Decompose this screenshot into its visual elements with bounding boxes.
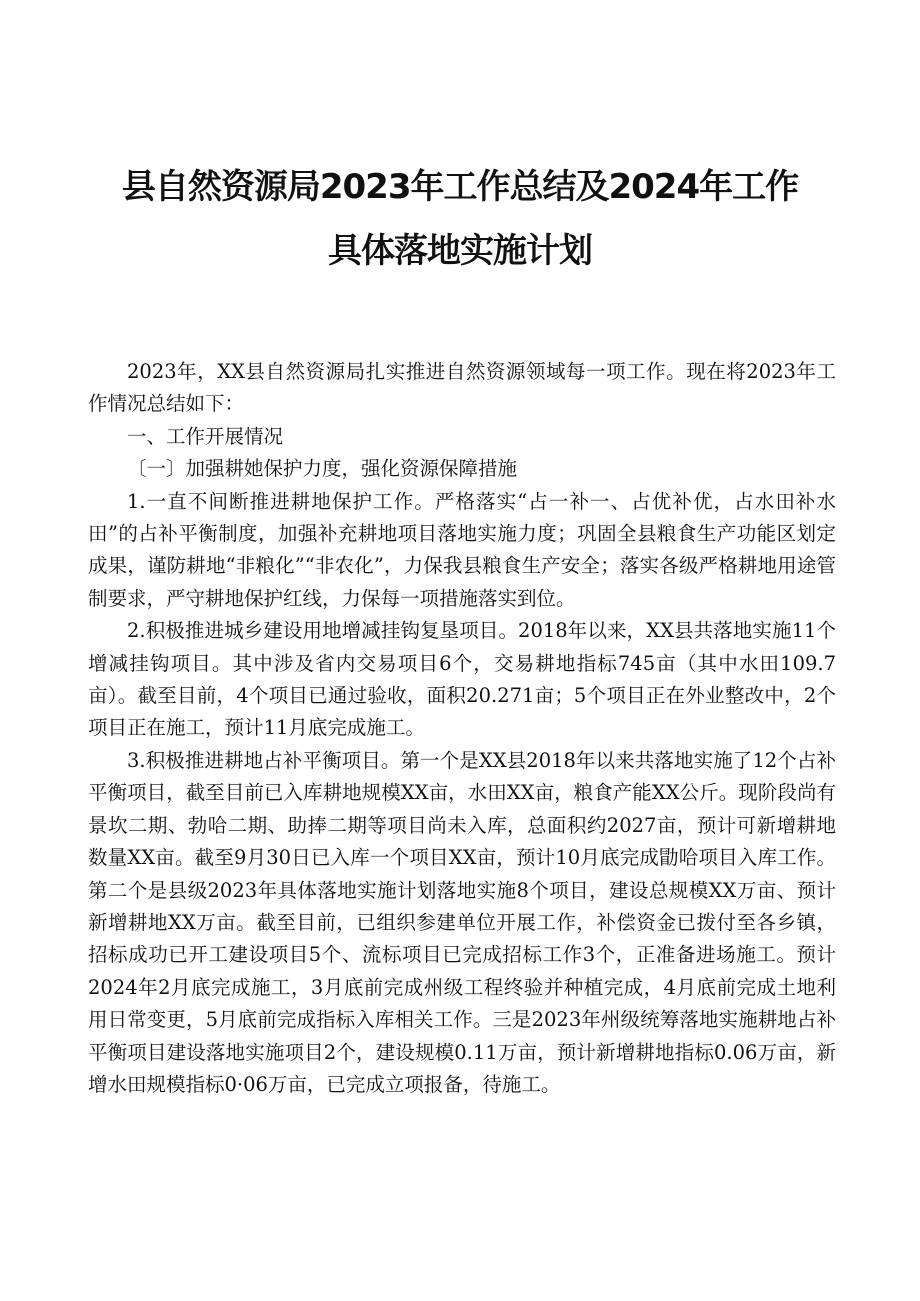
section-heading: 一、工作开展情况: [127, 424, 284, 448]
document-title-line-2: 具体落地实施计划: [328, 231, 592, 271]
body-paragraph-2: 2.积极推进城乡建设用地增减挂钩复垦项目。2018年以来，XX县共落地实施11个增减挂钩项目。其中涉及省内交易项目6个，交易耕地指标745亩（其中水田109.7亩）。截至目前，4个项目已通过验收，面积20.271亩；5个项目正在外业整改中，2个项目正在施工，预计11月底完成施工。: [88, 619, 836, 740]
intro-paragraph: 2023年，XX县自然资源局扎实推进自然资源领域每一项工作。现在将2023年工作情况总结如下：: [88, 360, 836, 416]
body-paragraph-1: 1.一直不间断推进耕地保护工作。严格落实“占一补一、占优补优，占水田补水田”的占补平衡制度，加强补充耕地项目落地实施力度；巩固全县粮食生产功能区划定成果，谨防耕地“非粮化”“非农化”，力保我县粮食生产安全；落实各级严格耕地用途管制要求，严守耕地保护红线，力保每一项措施落实到位。: [88, 489, 836, 610]
body-paragraph-3: 3.积极推进耕地占补平衡项目。第一个是XX县2018年以来共落地实施了12个占补平衡项目，截至目前已入库耕地规模XX亩，水田XX亩，粮食产能XX公斤。现阶段尚有景坎二期、勃哈二期、助捧二期等项目尚未入库，总面积约2027亩，预计可新增耕地数量XX亩。截至9月30日已入库一个项目XX亩，预计10月底完成勖哈项目入库工作。第二个是县级2023年具体落地实施计划落地实施8个项目，建设总规模XX万亩、预计新增耕地XX万亩。截至目前，已组织参建单位开展工作，补偿资金已拨付至各乡镇，招标成功已开工建设项目5个、流标项目已完成招标工作3个，正准备进场施工。预计2024年2月底完成施工，3月底前完成州级工程终验并种植完成，4月底前完成土地利用日常变更，5月底前完成指标入库相关工作。三是2023年州级统筹落地实施耕地占补平衡项目建设落地实施项目2个，建设规模0.11万亩，预计新增耕地指标0.06万亩，新增水田规模指标0·06万亩，已完成立项报备，待施工。: [88, 748, 836, 1096]
subsection-heading: 〔一〕加强耕她保护力度，强化资源保障措施: [127, 457, 518, 481]
document-body: [88, 356, 836, 1101]
document-title-line-1: 县自然资源局2023年工作总结及2024年工作: [121, 167, 799, 207]
